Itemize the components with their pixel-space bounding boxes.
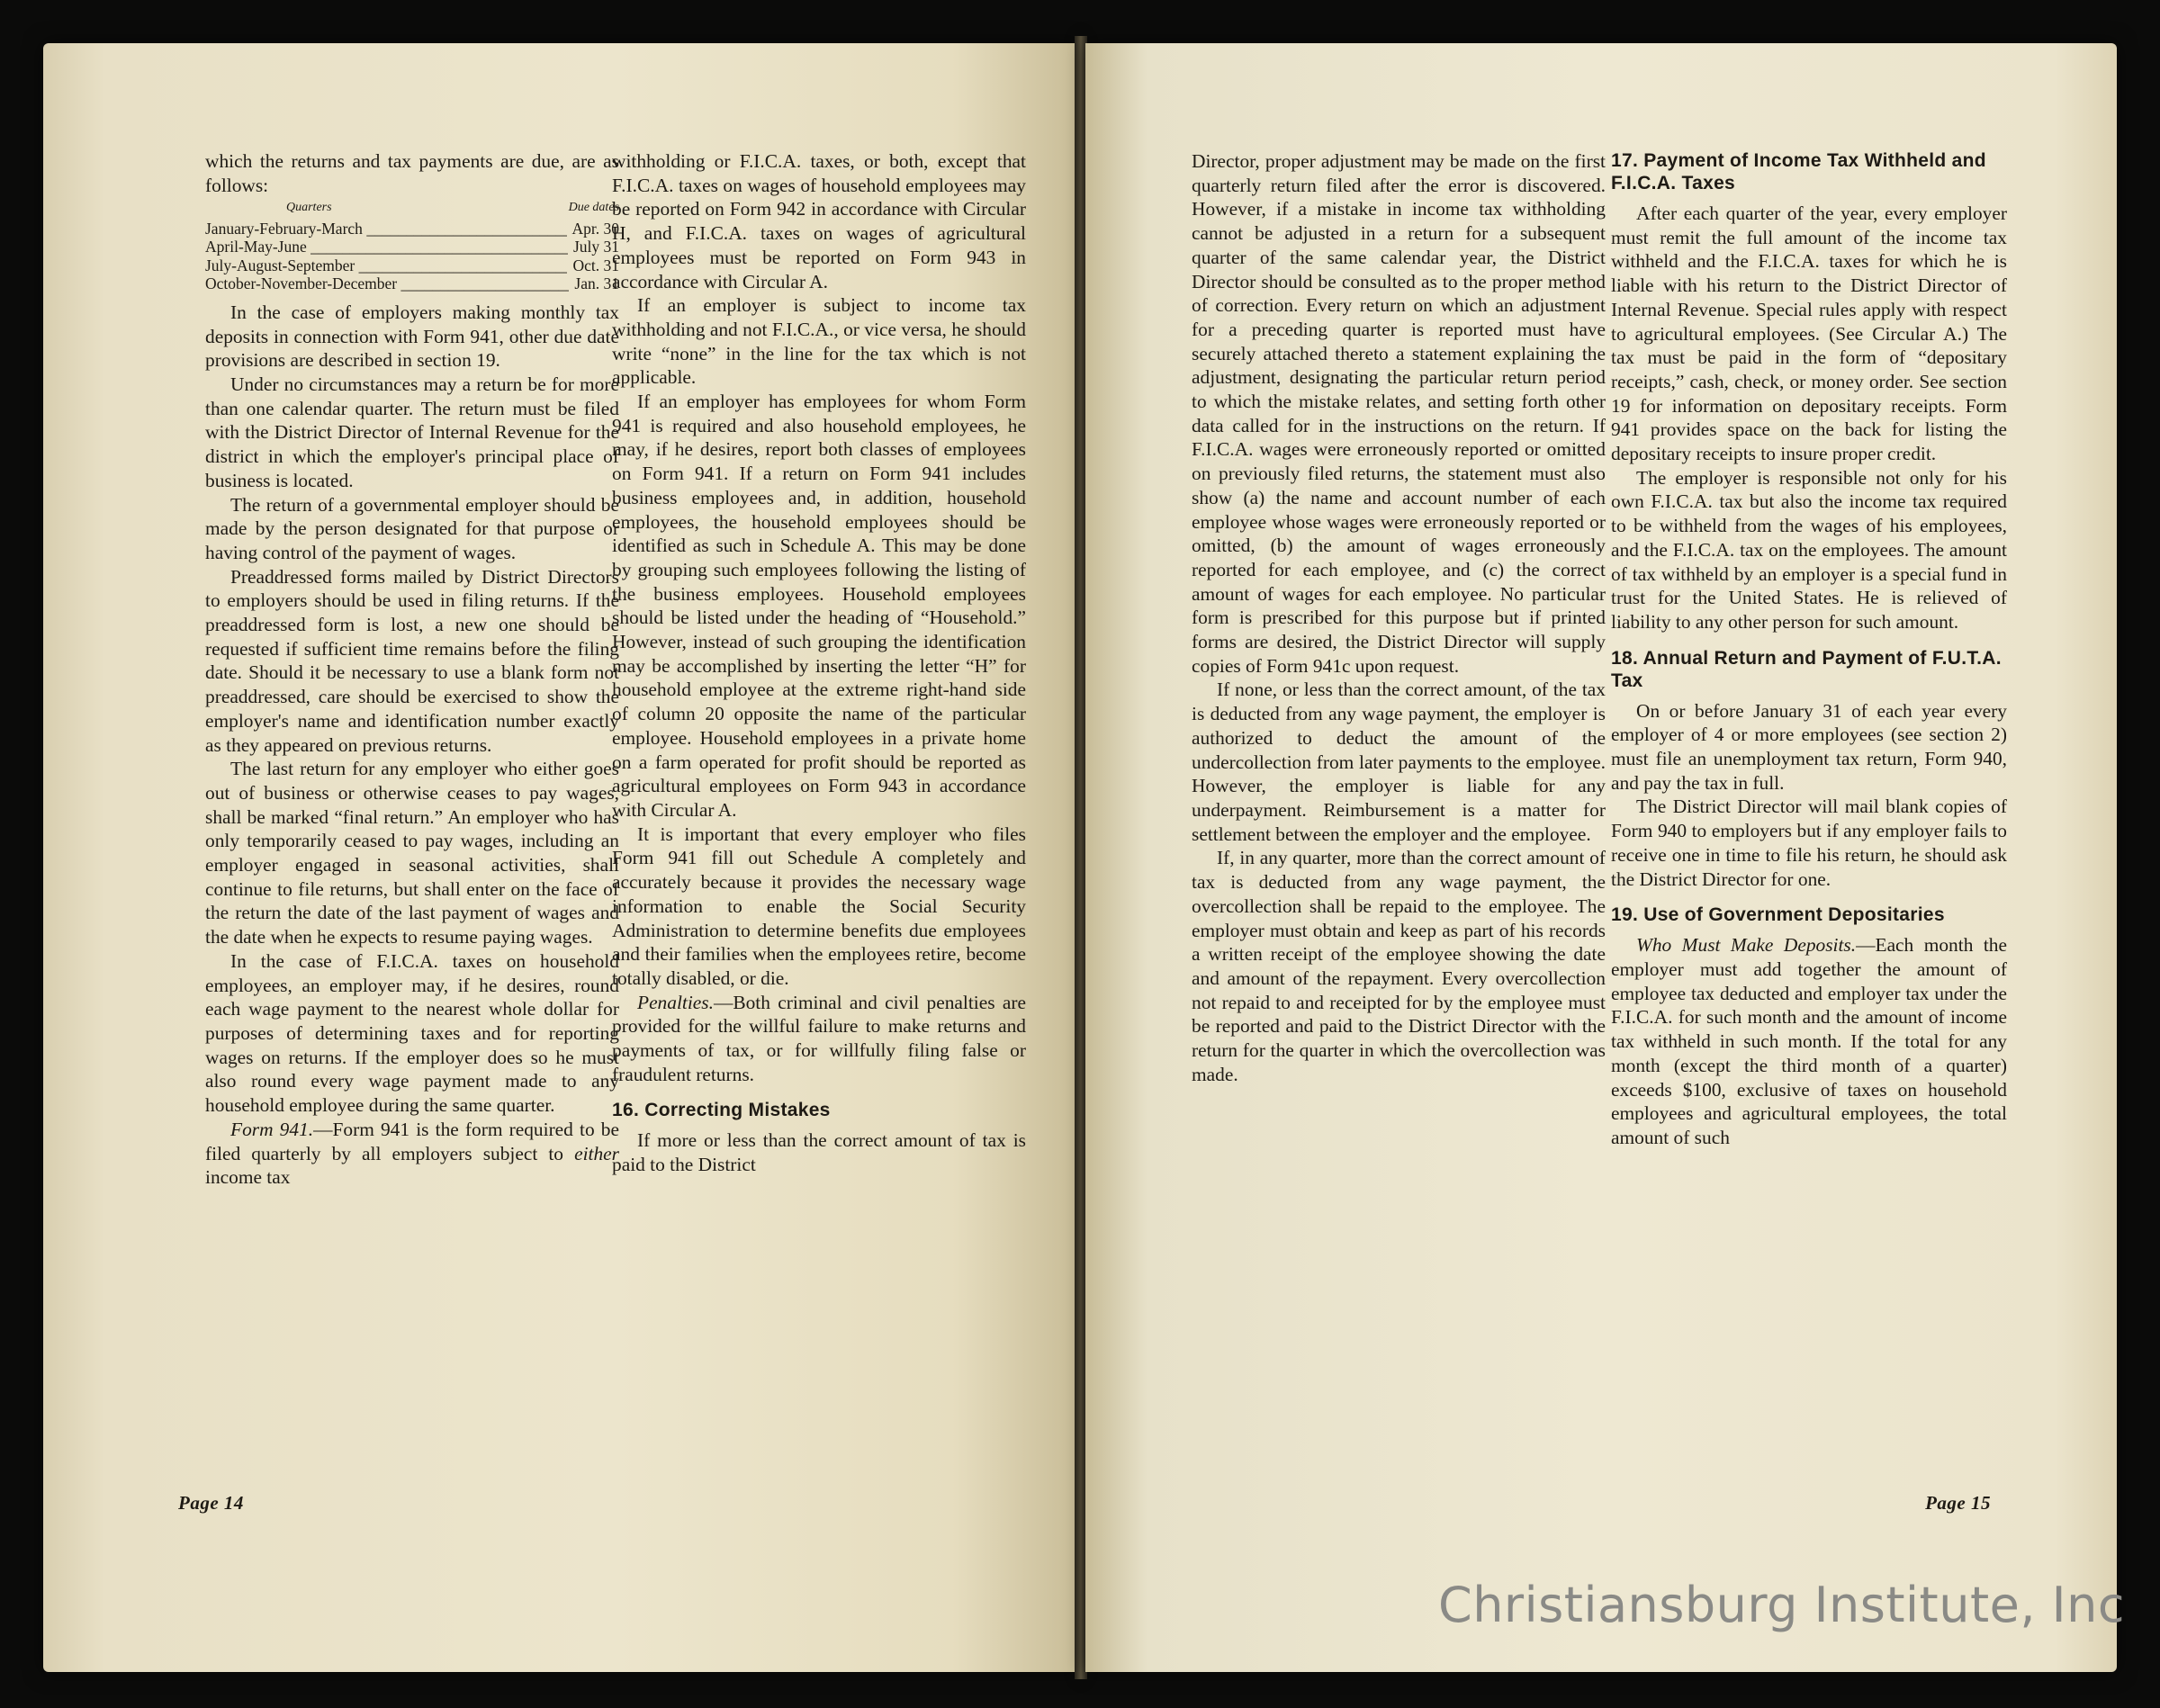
paragraph: If more or less than the correct amount of tax is paid to the District (612, 1129, 1026, 1176)
paragraph: withholding or F.I.C.A. taxes, or both, except that F.I.C.A. taxes on wages of household employees may be reported on Form 942 in accordance with Circular H, and F.I.C.A. taxes on wages of agricultural employees must be reported on Form 943 in accordance with Circular A. (612, 150, 1026, 292)
run-in-heading: Form 941. (230, 1118, 314, 1140)
schedule-header-quarters: Quarters (286, 201, 332, 215)
paragraph: If none, or less than the correct amount, of the tax is deducted from any wage payment, the employer is authorized to deduct the amount of the undercollection from later payments to the employee. However, the employer is liable for any underpayment. Reimbursement is a matter for settlement between the employer and the employee. (1192, 679, 1606, 845)
paragraph: Penalties.—Both criminal and civil penalties are provided for the willful failure to make returns and payments of tax, or for willfully filing false or fraudulent returns. (612, 991, 1026, 1085)
right-page-column-1 (1192, 149, 1606, 1086)
section-heading-16: 16. Correcting Mistakes (612, 1100, 831, 1121)
run-in-heading: Who Must Make Deposits. (1636, 934, 1857, 957)
page-number: Page 14 (178, 1492, 244, 1514)
schedule-header-due-dates: Due dates (568, 201, 619, 215)
section-heading-18: 18. Annual Return and Payment of F.U.T.A. Tax (1611, 647, 2002, 691)
paragraph: which the returns and tax payments are due, are as follows: (205, 150, 619, 196)
paragraph: In the case of F.I.C.A. taxes on household employees, an employer may, if he desires, round each wage payment to the nearest whole dollar for purposes of determining taxes and for reporting wages on returns. If the employer does so he must also round every wage payment made to any household employee during the same quarter. (205, 949, 619, 1117)
page-number: Page 15 (1925, 1492, 1991, 1514)
paragraph: The return of a governmental employer should be made by the person designated for that purpose or having control of the payment of wages. (205, 493, 619, 563)
paragraph: If an employer is subject to income tax withholding and not F.I.C.A., or vice versa, he should write “none” in the line for the tax which is not applicable. (612, 294, 1026, 389)
due-date-schedule (205, 199, 619, 293)
schedule-row: October-November-December _____ Jan. 31 (205, 274, 619, 293)
section-heading-17: 17. Payment of Income Tax Withheld and F.I.C.A. Taxes (1611, 150, 1986, 193)
left-page (43, 43, 1076, 1672)
paragraph: The employer is responsible not only for his own F.I.C.A. tax but also the income tax required to be withheld from the wages of his employees, and the F.I.C.A. tax on the employees. The amount of tax withheld by an employer is a special fund in trust for the United States. He is relieved of liability to any other person for such amount. (1611, 466, 2007, 633)
paragraph: If an employer has employees for whom Form 941 is required and also household employees, he may, if he desires, report both classes of employees on Form 941. If a return on Form 941 includes business employees and, in addition, household employees, the household employees should be identified as such in Schedule A. This may be done by grouping such employees following the listing of the business employees. Household employees should be listed under the heading of “Household.” However, instead of such grouping the identification may be accomplished by inserting the letter “H” for household employee at the extreme right-hand side of column 20 opposite the name of the particular employee. Household employees in a private home on a farm operated for profit should be reported as agricultural employees on Form 943 in accordance with Circular A. (612, 391, 1026, 821)
paragraph: If, in any quarter, more than the correct amount of tax is deducted from any wage payment, the overcollection shall be repaid to the employee. The employer must obtain and keep as part of his records a written receipt of the employee showing the date and amount of the repayment. Every overcollection not repaid to and receipted for by the employee must be reported and paid to the District Director with the return for the quarter in which the overcollection was made. (1192, 847, 1606, 1085)
paragraph: It is important that every employer who files Form 941 fill out Schedule A completely and accurately because it provides the necessary wage information to enable the Social Security Administration to determine benefits due employees and their families when the employees retire, become totally disabled, or die. (612, 823, 1026, 989)
paragraph: Form 941.—Form 941 is the form required to be filed quarterly by all employers subject to either income tax (205, 1118, 619, 1189)
right-page (1085, 43, 2117, 1672)
schedule-row: April-May-June _____ July 31 (205, 238, 619, 256)
schedule-row: July-August-September _____ Oct. 31 (205, 256, 619, 275)
left-page-column-1 (205, 149, 619, 1190)
paragraph: In the case of employers making monthly tax deposits in connection with Form 941, other due date provisions are described in section 19. (205, 301, 619, 372)
right-page-column-2 (1611, 149, 2007, 1150)
paragraph: Director, proper adjustment may be made on the first quarterly return filed after the error is discovered. However, if a mistake in income tax withholding cannot be adjusted in a return for a subsequent quarter of the same calendar year, the District Director should be consulted as to the proper method of correction. Every return on which an adjustment for a preceding quarter is reported must have securely attached thereto a statement explaining the adjustment, designating the particular return period to which the mistake relates, and setting forth other data called for in the instructions on the return. If F.I.C.A. wages were erroneously reported or omitted on previously filed returns, the statement must also show (a) the name and account number of each employee whose wages were erroneously reported or omitted, (b) the amount of wages erroneously reported for each employee, and (c) the correct amount of wages for each employee. No particular form is prescribed for this purpose but if printed forms are desired, the District Director will supply copies of Form 941c upon request. (1192, 150, 1606, 677)
section-heading-19: 19. Use of Government Depositaries (1611, 904, 1945, 926)
paragraph: The District Director will mail blank copies of Form 940 to employers but if any employer fails to receive one in time to file his return, he should ask the District Director for one. (1611, 796, 2007, 890)
left-page-column-2 (612, 149, 1026, 1177)
paragraph: Who Must Make Deposits.—Each month the employer must add together the amount of employee tax deducted and employer tax under the F.I.C.A. for such month and the amount of income tax withheld in such month. If the total for any month (except the third month of a quarter) exceeds $100, exclusive of taxes on household employees and agricultural employees, the total amount of such (1611, 934, 2007, 1148)
run-in-heading: Penalties. (637, 991, 714, 1013)
paragraph: Under no circumstances may a return be for more than one calendar quarter. The return must be filed with the District Director of Internal Revenue for the district in which the employer's principal place of business is located. (205, 373, 619, 491)
paragraph: On or before January 31 of each year every employer of 4 or more employees (see section 2) must file an unemployment tax return, Form 940, and pay the tax in full. (1611, 699, 2007, 794)
schedule-row: January-February-March _____ Apr. 30 (205, 220, 619, 238)
paragraph: After each quarter of the year, every employer must remit the full amount of the income tax withheld and the F.I.C.A. taxes for which he is liable with his return to the District Director of Internal Revenue. Special rules apply with respect to agricultural employees. (See Circular A.) The tax must be paid in the form of “depositary receipts,” cash, check, or money order. See section 19 for information on depositary receipts. Form 941 provides space on the back for listing the depositary receipts to insure proper credit. (1611, 202, 2007, 465)
paragraph: The last return for any employer who either goes out of business or otherwise ceases to pay wages, shall be marked “final return.” An employer who has only temporarily ceased to pay wages, including an employer engaged in seasonal activities, shall continue to file returns, but shall enter on the face of the return the date of the last payment of wages and the date when he expects to resume paying wages. (205, 758, 619, 948)
watermark: Christiansburg Institute, Inc (1438, 1577, 2126, 1633)
paragraph: Preaddressed forms mailed by District Directors to employers should be used in filing returns. If the preaddressed form is lost, a new one should be requested if sufficient time remains before the filing date. Should it be necessary to use a blank form not preaddressed, care should be exercised to show the employer's name and identification number exactly as they appeared on previous returns. (205, 565, 619, 756)
